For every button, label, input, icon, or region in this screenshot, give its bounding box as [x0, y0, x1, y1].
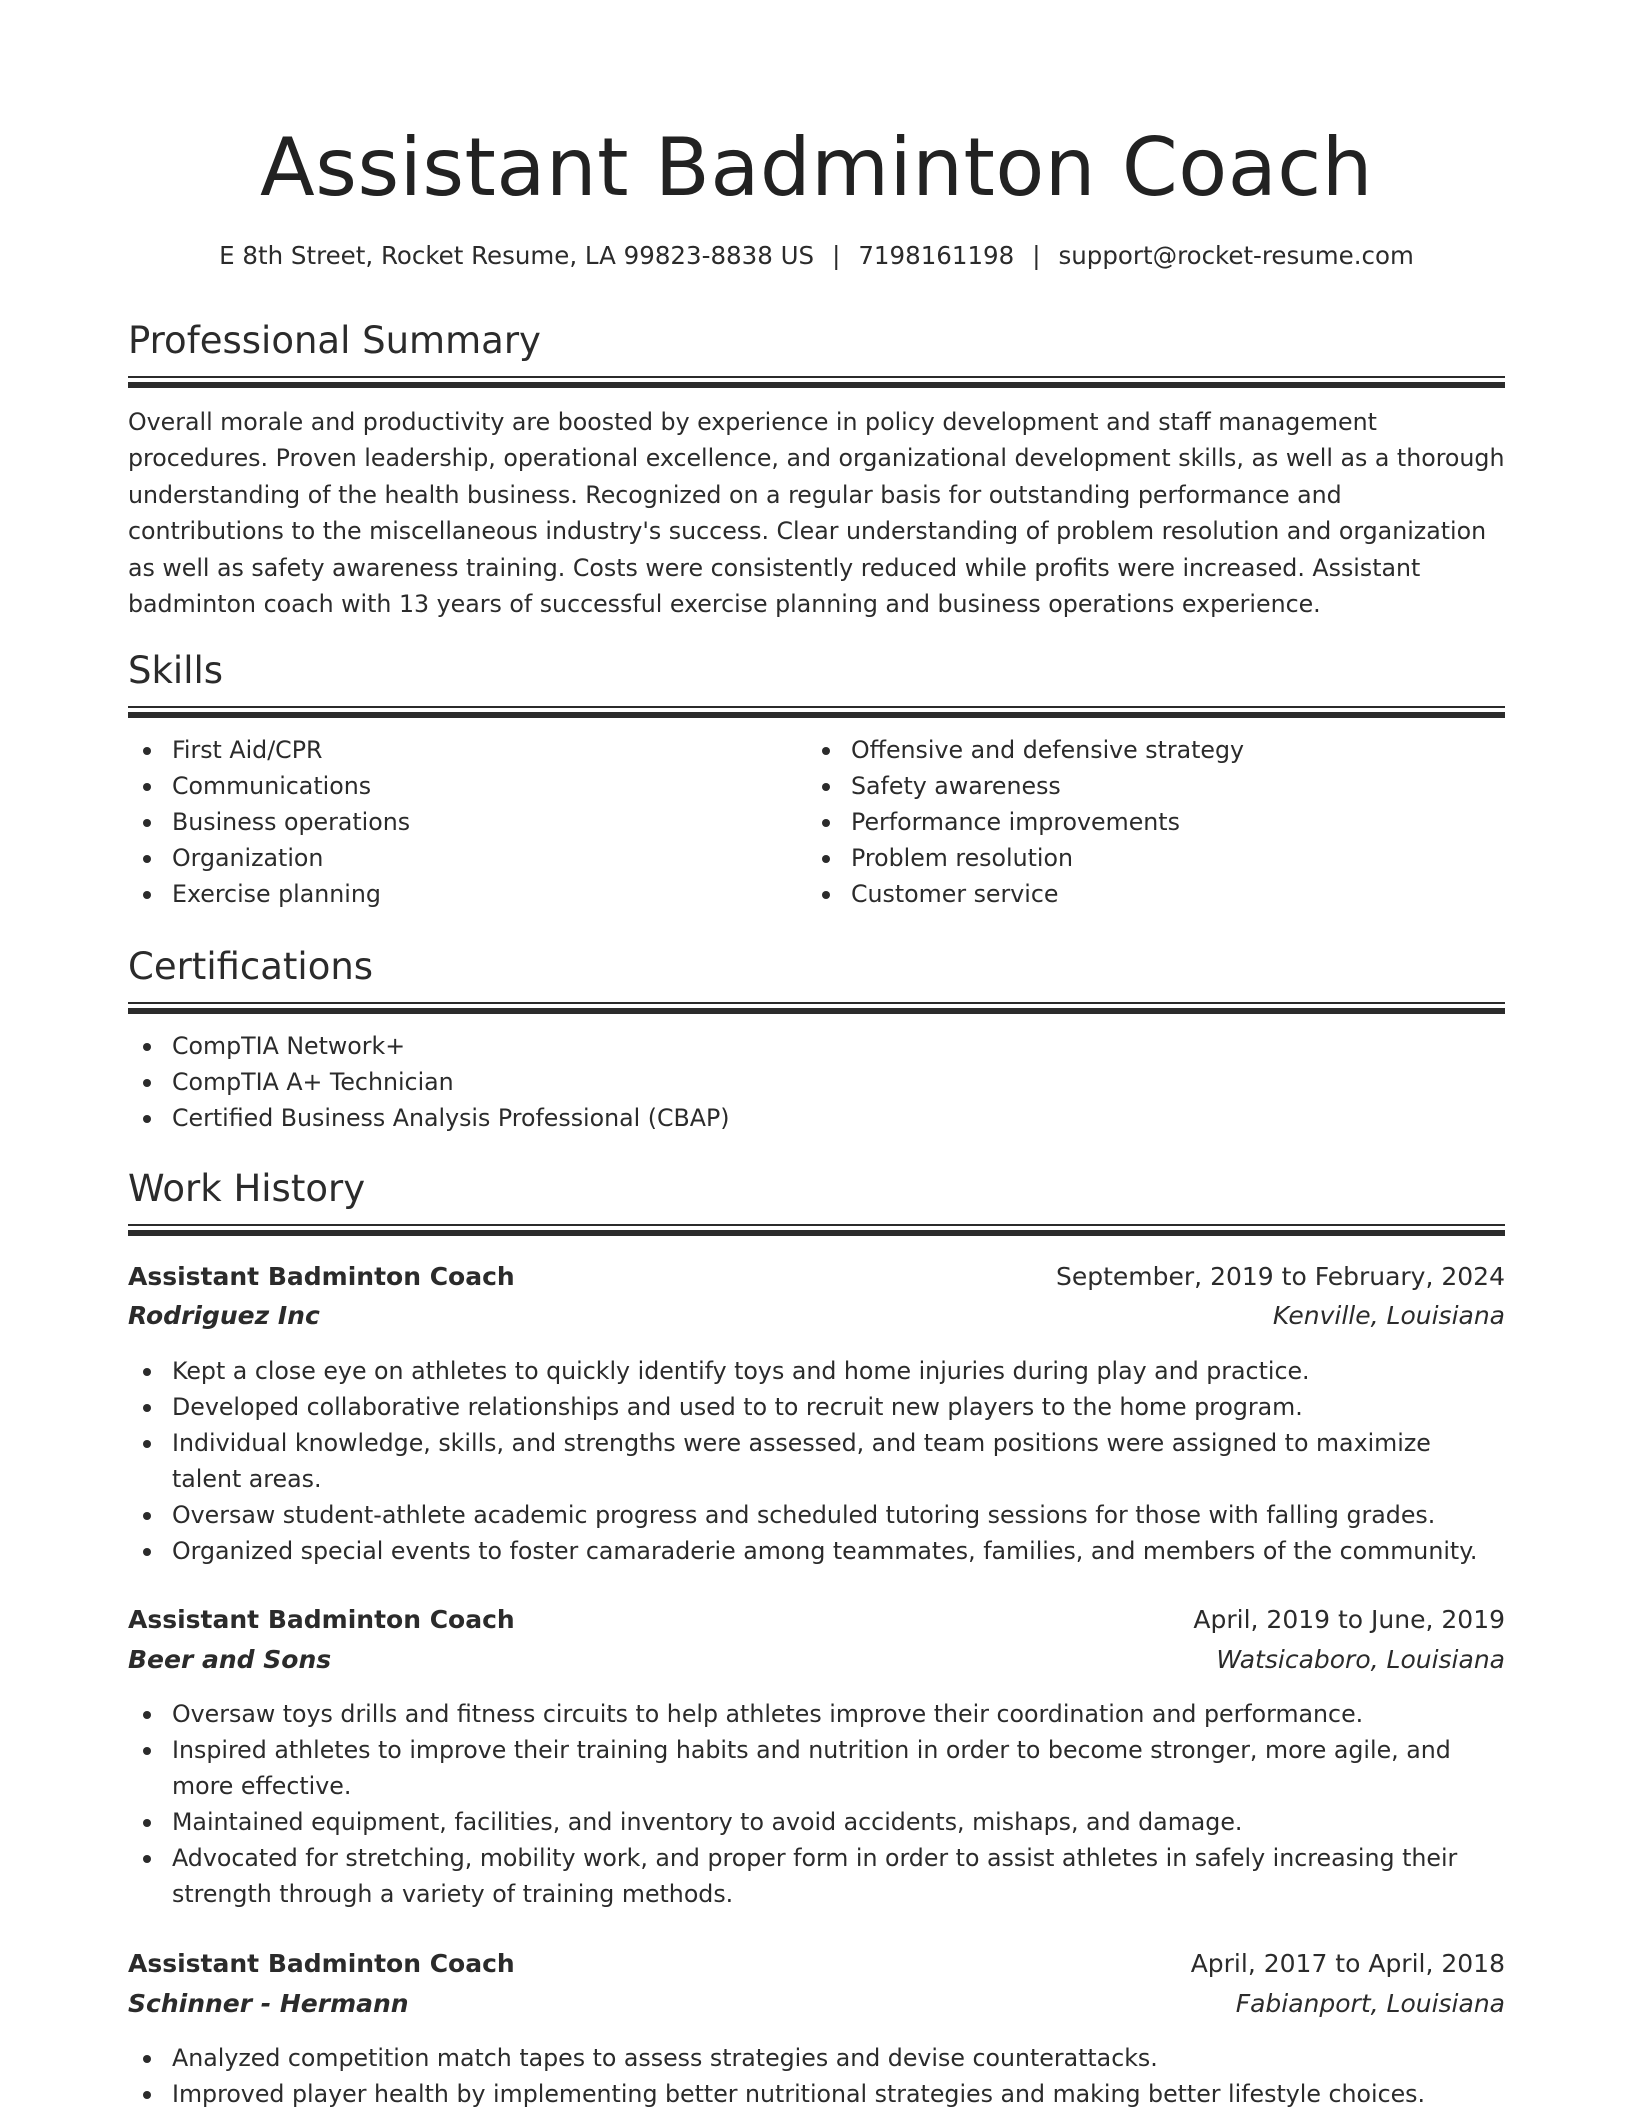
job-bullet: Individual knowledge, skills, and strengths were assessed, and team positions were assigned to maximize talent areas. [128, 1425, 1505, 1497]
job-location: Kenville, Louisiana [1272, 1301, 1505, 1330]
skill-item: Offensive and defensive strategy [807, 732, 1505, 768]
job-location: Fabianport, Louisiana [1235, 1989, 1505, 2018]
section-divider [128, 376, 1505, 389]
job-company: Schinner - Hermann [128, 1989, 409, 2018]
skills-list-left [128, 732, 808, 912]
certifications-list [128, 1028, 1505, 1136]
skill-item: Customer service [807, 876, 1505, 912]
skill-item: Business operations [128, 804, 808, 840]
job-bullet: Oversaw student-athlete academic progress and scheduled tutoring sessions for those with falling grades. [128, 1497, 1505, 1533]
contact-separator: | [1032, 241, 1041, 270]
skill-item: Organization [128, 840, 808, 876]
skill-item: Performance improvements [807, 804, 1505, 840]
contact-phone: 7198161198 [858, 241, 1015, 270]
job-bullets [128, 1696, 1505, 1913]
job-dates: April, 2017 to April, 2018 [1190, 1949, 1505, 1978]
job-bullets [128, 1353, 1505, 1570]
certification-item: CompTIA Network+ [128, 1028, 1505, 1064]
job-bullet: Inspired athletes to improve their training habits and nutrition in order to become stronger, more agile, and more effective. [128, 1732, 1505, 1804]
job-bullet: Organized special events to foster camaraderie among teammates, families, and members of the community. [128, 1533, 1505, 1569]
skill-item: First Aid/CPR [128, 732, 808, 768]
certification-item: CompTIA A+ Technician [128, 1064, 1505, 1100]
job-company: Beer and Sons [128, 1645, 332, 1674]
job-bullet: Kept a close eye on athletes to quickly identify toys and home injuries during play and practice. [128, 1353, 1505, 1389]
resume-name: Assistant Badminton Coach [260, 121, 1373, 214]
job-bullet: Oversaw toys drills and fitness circuits to help athletes improve their coordination and performance. [128, 1696, 1505, 1732]
contact-separator: | [832, 241, 841, 270]
job-title: Assistant Badminton Coach [128, 1949, 515, 1978]
contact-address: E 8th Street, Rocket Resume, LA 99823-8838 US [219, 241, 815, 270]
skill-item: Communications [128, 768, 808, 804]
section-divider [128, 1002, 1505, 1015]
job-company: Rodriguez Inc [128, 1301, 320, 1330]
section-divider [128, 706, 1505, 719]
job-location: Watsicaboro, Louisiana [1216, 1645, 1505, 1674]
job-title: Assistant Badminton Coach [128, 1605, 515, 1634]
skill-item: Exercise planning [128, 876, 808, 912]
skill-item: Problem resolution [807, 840, 1505, 876]
job-bullet: Analyzed competition match tapes to assess strategies and devise counterattacks. [128, 2040, 1505, 2076]
job-bullets [128, 2040, 1505, 2112]
certification-item: Certified Business Analysis Professional (CBAP) [128, 1100, 1505, 1136]
contact-line [128, 240, 1505, 272]
job-bullet: Advocated for stretching, mobility work, and proper form in order to assist athletes in safely increasing their strength through a variety of training methods. [128, 1840, 1505, 1912]
section-divider [128, 1224, 1505, 1237]
section-title-summary: Professional Summary [128, 319, 541, 362]
job-dates: September, 2019 to February, 2024 [1056, 1262, 1505, 1291]
job-bullet: Developed collaborative relationships and used to to recruit new players to the home program. [128, 1389, 1505, 1425]
job-dates: April, 2019 to June, 2019 [1193, 1605, 1505, 1634]
job-bullet: Improved player health by implementing better nutritional strategies and making better lifestyle choices. [128, 2076, 1505, 2112]
summary-text: Overall morale and productivity are boosted by experience in policy development and staff management procedures. Proven leadership, operational excellence, and organizational development skills, as well as a thorough understanding of the health business. Recognized on a regular basis for outstanding performance and contributions to the miscellaneous industry's success. Clear understanding of problem resolution and organization as well as safety awareness training. Costs were consistently reduced while profits were increased. Assistant badminton coach with 13 years of successful exercise planning and business operations experience. [128, 408, 1505, 619]
job-bullet: Maintained equipment, facilities, and inventory to avoid accidents, mishaps, and damage. [128, 1804, 1505, 1840]
job-title: Assistant Badminton Coach [128, 1262, 515, 1291]
section-title-skills: Skills [128, 649, 224, 692]
skills-list-right [807, 732, 1505, 912]
contact-email: support@rocket-resume.com [1058, 241, 1414, 270]
section-title-work-history: Work History [128, 1167, 366, 1210]
section-title-certifications: Certifications [128, 945, 374, 988]
skill-item: Safety awareness [807, 768, 1505, 804]
